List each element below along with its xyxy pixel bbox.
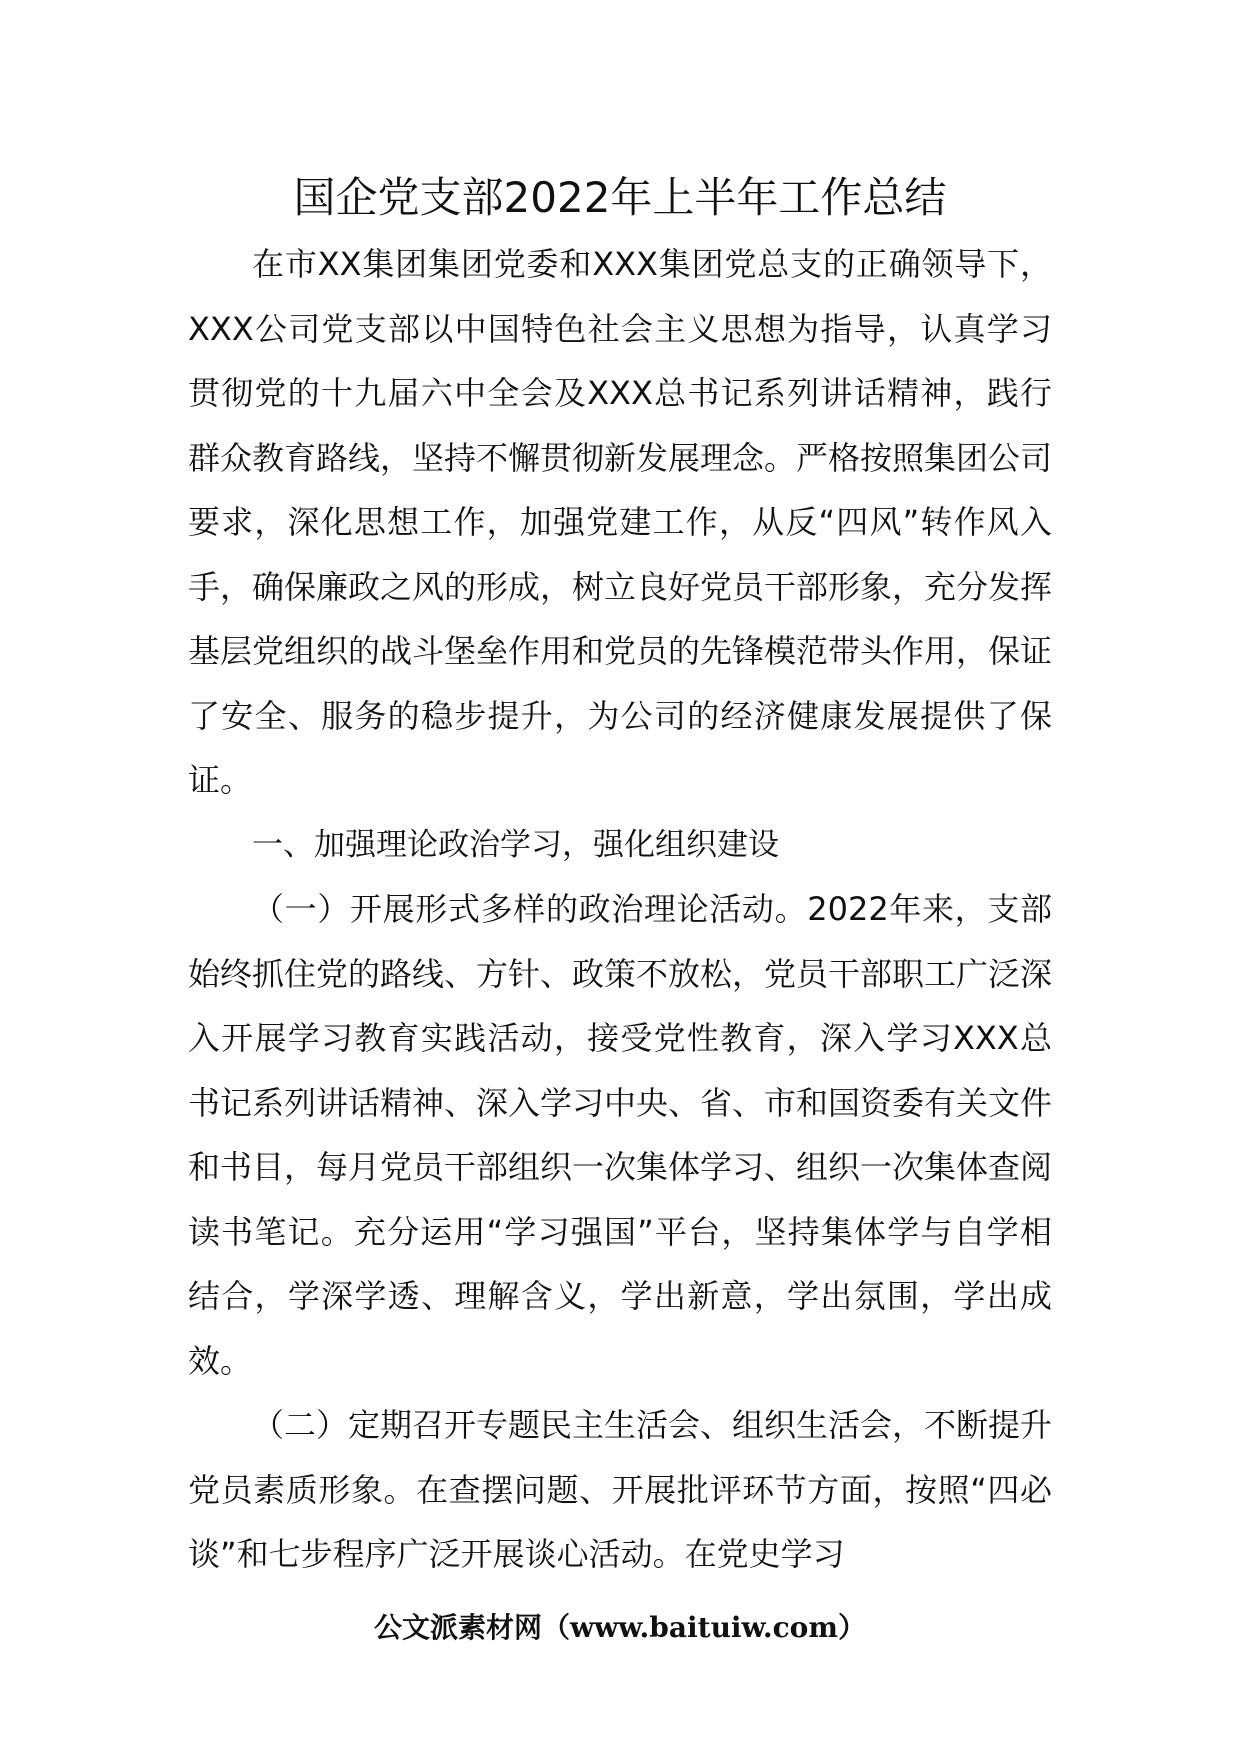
document-title: 国企党支部2022年上半年工作总结 bbox=[293, 173, 947, 222]
footer-watermark: 公文派素材网（www.baituiw.com） bbox=[374, 1611, 866, 1644]
section-heading: 一、加强理论政治学习，强化组织建设 bbox=[252, 826, 779, 863]
subsection-paragraph-2: （二）定期召开专题民主生活会、组织生活会，不断提升党员素质形象。在查摆问题、开展批评环节方面，按照“四必谈”和七步程序广泛开展谈心活动。在党史学习 bbox=[188, 1406, 1053, 1573]
subsection-paragraph-1: （一）开展形式多样的政治理论活动。2022年来，支部始终抓住党的路线、方针、政策不放松，党员干部职工广泛深入开展学习教育实践活动，接受党性教育，深入学习XXX总书记系列讲话精神、深入学习中央、省、市和国资委有关文件和书目，每月党员干部组织一次集体学习、组织一次集体查阅读书笔记。充分运用“学习强国”平台，坚持集体学与自学相结合，学深学透、理解含义，学出新意，学出氛围，学出成效。 bbox=[188, 890, 1053, 1380]
document-body bbox=[188, 232, 1052, 1587]
intro-paragraph: 在市XX集团集团党委和XXX集团党总支的正确领导下，XXX公司党支部以中国特色社会主义思想为指导，认真学习贯彻党的十九届六中全会及XXX总书记系列讲话精神，践行群众教育路线，坚持不懈贯彻新发展理念。严格按照集团公司要求，深化思想工作，加强党建工作，从反“四风”转作风入手，确保廉政之风的形成，树立良好党员干部形象，充分发挥基层党组织的战斗堡垒作用和党员的先锋模范带头作用，保证了安全、服务的稳步提升，为公司的经济健康发展提供了保证。 bbox=[188, 245, 1053, 799]
